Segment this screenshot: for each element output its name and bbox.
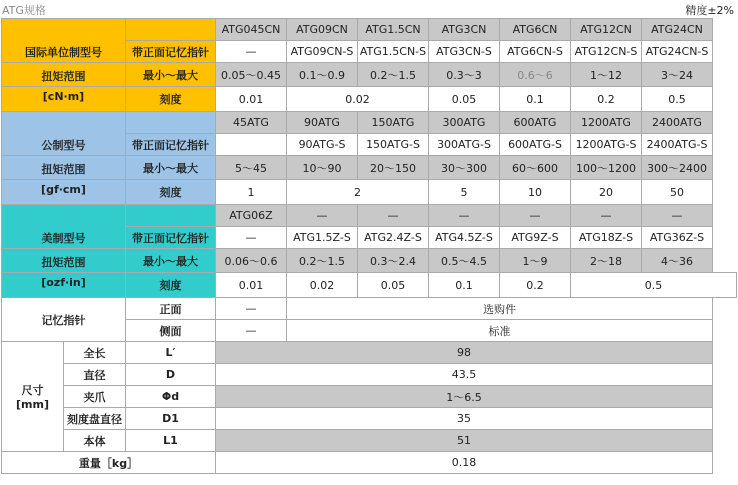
gf-range: 20～150	[358, 156, 429, 180]
metric-unit-label: 国际单位制型号	[2, 19, 126, 63]
ozf-memory-label: 带正面记忆指针	[126, 227, 216, 249]
memory-side-first: —	[216, 320, 287, 342]
metric-grad: 0.02	[287, 87, 429, 112]
memory-front-row	[2, 298, 737, 320]
size-name: 本体	[64, 430, 126, 452]
metric-model: ATG24CN	[642, 19, 713, 41]
weight-label: 重量［kg］	[2, 452, 216, 474]
size-name: 夹爪	[64, 386, 126, 408]
gf-range: 100～1200	[571, 156, 642, 180]
metric-memory-label: 带正面记忆指针	[126, 41, 216, 63]
metric-range: 0.3～3	[429, 63, 500, 87]
ozf-memory-model: —	[216, 227, 287, 249]
metric-model: ATG1.5CN	[358, 19, 429, 41]
metric-model: ATG12CN	[571, 19, 642, 41]
metric-model: ATG6CN	[500, 19, 571, 41]
ozf-model-row	[2, 205, 737, 227]
gf-grad: 50	[642, 180, 713, 205]
memory-side-label: 侧面	[126, 320, 216, 342]
gf-grad: 1	[216, 180, 287, 205]
gf-memory-label: 带正面记忆指针	[126, 134, 216, 156]
ozf-range-row	[2, 249, 737, 273]
ozf-minmax-label: 最小～最大	[126, 249, 216, 273]
gf-memory-empty	[216, 134, 287, 156]
table-title: ATG规格	[2, 4, 46, 17]
metric-range-label: 扭矩范围	[2, 63, 126, 87]
gf-model: 1200ATG	[571, 112, 642, 134]
metric-model-row	[2, 19, 737, 41]
ozf-range: 0.2～1.5	[287, 249, 358, 273]
memory-front-first: —	[216, 298, 287, 320]
weight-row	[2, 452, 737, 474]
ozf-corner	[126, 205, 216, 227]
gf-range: 10～90	[287, 156, 358, 180]
ozf-memory-model: ATG36Z-S	[642, 227, 713, 249]
ozf-range: 2～18	[571, 249, 642, 273]
gf-model: 90ATG	[287, 112, 358, 134]
ozf-memory-model: ATG1.5Z-S	[287, 227, 358, 249]
gf-corner	[126, 112, 216, 134]
gf-range: 30～300	[429, 156, 500, 180]
size-value: 43.5	[216, 364, 713, 386]
ozf-grad: 0.01	[216, 273, 287, 298]
size-row	[2, 408, 737, 430]
gf-memory-model: 1200ATG-S	[571, 134, 642, 156]
gf-model: 600ATG	[500, 112, 571, 134]
gf-range-unit: [gf·cm]	[2, 180, 126, 205]
size-row	[2, 342, 737, 364]
ozf-grad-label: 刻度	[126, 273, 216, 298]
weight-value: 0.18	[216, 452, 713, 474]
metric-grad: 0.2	[571, 87, 642, 112]
gf-minmax-label: 最小～最大	[126, 156, 216, 180]
gf-range: 60～600	[500, 156, 571, 180]
ozf-model: —	[358, 205, 429, 227]
metric-memory-model: ATG3CN-S	[429, 41, 500, 63]
size-row	[2, 386, 737, 408]
gf-model: 150ATG	[358, 112, 429, 134]
ozf-model: —	[429, 205, 500, 227]
ozf-grad: 0.2	[500, 273, 571, 298]
gf-range-label: 扭矩范围	[2, 156, 126, 180]
gf-memory-model: 600ATG-S	[500, 134, 571, 156]
metric-memory-model: —	[216, 41, 287, 63]
gf-memory-model: 300ATG-S	[429, 134, 500, 156]
size-row	[2, 364, 737, 386]
memory-front-label: 正面	[126, 298, 216, 320]
metric-model: ATG045CN	[216, 19, 287, 41]
metric-grad: 0.05	[429, 87, 500, 112]
size-name: 全长	[64, 342, 126, 364]
ozf-model: —	[642, 205, 713, 227]
metric-grad-row	[2, 87, 737, 112]
metric-memory-model: ATG1.5CN-S	[358, 41, 429, 63]
size-value: 98	[216, 342, 713, 364]
ozf-range: 0.3～2.4	[358, 249, 429, 273]
ozf-model: —	[500, 205, 571, 227]
ozf-grad-row	[2, 273, 737, 298]
metric-grad-label: 刻度	[126, 87, 216, 112]
size-label-text: 尺寸	[21, 384, 44, 397]
header-bar	[0, 0, 738, 18]
metric-model: ATG3CN	[429, 19, 500, 41]
ozf-grad: 0.5	[571, 273, 737, 298]
size-name: 刻度盘直径	[64, 408, 126, 430]
metric-corner	[126, 19, 216, 41]
accuracy-note: 精度±2%	[685, 4, 734, 17]
gf-model: 300ATG	[429, 112, 500, 134]
gf-grad-row	[2, 180, 737, 205]
size-label	[2, 342, 64, 452]
gf-range: 5～45	[216, 156, 287, 180]
gf-grad: 20	[571, 180, 642, 205]
ozf-range-label: 扭矩范围	[2, 249, 126, 273]
memory-label: 记忆指针	[2, 298, 126, 342]
ozf-memory-model: ATG2.4Z-S	[358, 227, 429, 249]
ozf-unit-label: 美制型号	[2, 205, 126, 249]
gf-memory-model: 90ATG-S	[287, 134, 358, 156]
gf-grad: 10	[500, 180, 571, 205]
size-symbol: D1	[126, 408, 216, 430]
size-name: 直径	[64, 364, 126, 386]
gf-range: 300～2400	[642, 156, 713, 180]
metric-memory-model: ATG12CN-S	[571, 41, 642, 63]
metric-range-row	[2, 63, 737, 87]
metric-range: 0.05～0.45	[216, 63, 287, 87]
ozf-grad: 0.05	[358, 273, 429, 298]
memory-side-value: 标准	[287, 320, 713, 342]
ozf-range-unit: [ozf·in]	[2, 273, 126, 298]
gf-model: 45ATG	[216, 112, 287, 134]
metric-memory-model: ATG09CN-S	[287, 41, 358, 63]
size-unit: [mm]	[16, 398, 49, 411]
metric-range: 0.6～6	[500, 63, 571, 87]
ozf-range: 0.5～4.5	[429, 249, 500, 273]
ozf-memory-model: ATG9Z-S	[500, 227, 571, 249]
metric-memory-model: ATG6CN-S	[500, 41, 571, 63]
gf-range-row	[2, 156, 737, 180]
size-symbol: Φd	[126, 386, 216, 408]
size-value: 1～6.5	[216, 386, 713, 408]
ozf-range: 4～36	[642, 249, 713, 273]
ozf-memory-model: ATG4.5Z-S	[429, 227, 500, 249]
size-value: 35	[216, 408, 713, 430]
size-row	[2, 430, 737, 452]
gf-grad: 2	[287, 180, 429, 205]
size-symbol: D	[126, 364, 216, 386]
size-value: 51	[216, 430, 713, 452]
gf-unit-label: 公制型号	[2, 112, 126, 156]
ozf-range: 0.06～0.6	[216, 249, 287, 273]
metric-model: ATG09CN	[287, 19, 358, 41]
metric-grad: 0.1	[500, 87, 571, 112]
ozf-model: —	[287, 205, 358, 227]
ozf-memory-model: ATG18Z-S	[571, 227, 642, 249]
metric-grad: 0.01	[216, 87, 287, 112]
metric-grad: 0.5	[642, 87, 713, 112]
metric-range: 1～12	[571, 63, 642, 87]
ozf-grad: 0.02	[287, 273, 358, 298]
size-symbol: L1	[126, 430, 216, 452]
metric-range: 3～24	[642, 63, 713, 87]
metric-minmax-label: 最小～最大	[126, 63, 216, 87]
gf-memory-model: 150ATG-S	[358, 134, 429, 156]
ozf-model: ATG06Z	[216, 205, 287, 227]
spec-table	[1, 18, 737, 474]
gf-memory-model: 2400ATG-S	[642, 134, 713, 156]
metric-memory-model: ATG24CN-S	[642, 41, 713, 63]
metric-range: 0.2～1.5	[358, 63, 429, 87]
gf-grad: 5	[429, 180, 500, 205]
gf-grad-label: 刻度	[126, 180, 216, 205]
metric-range: 0.1～0.9	[287, 63, 358, 87]
size-symbol: L′	[126, 342, 216, 364]
ozf-model: —	[571, 205, 642, 227]
ozf-grad: 0.1	[429, 273, 500, 298]
memory-front-value: 选购件	[287, 298, 713, 320]
gf-model-row	[2, 112, 737, 134]
gf-model: 2400ATG	[642, 112, 713, 134]
metric-range-unit: [cN·m]	[2, 87, 126, 112]
ozf-range: 1～9	[500, 249, 571, 273]
